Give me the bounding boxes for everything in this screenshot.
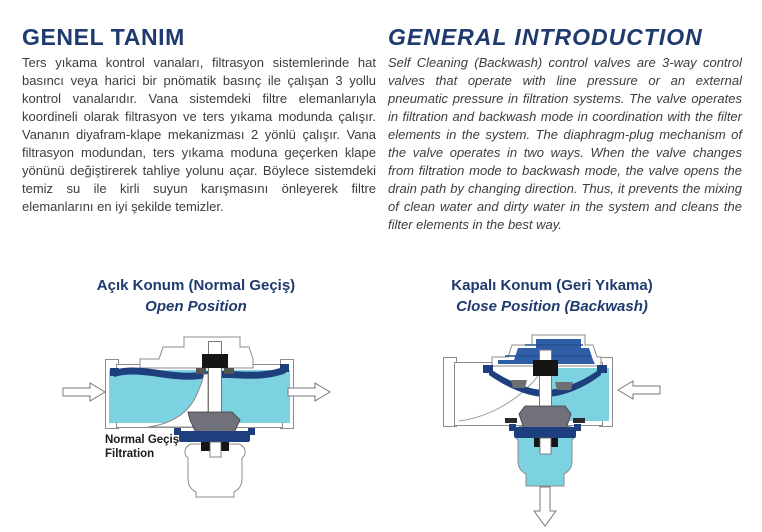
diaphragm-clamp-right [280,364,289,372]
stem-tip [210,442,221,457]
flow-in-arrow [618,381,660,399]
flow-label-line1: Normal Geçiş [105,434,180,446]
flow-label-line2: Filtration [105,448,155,460]
diaphragm-clamp-left [483,365,493,373]
seat-angle-left [505,418,517,423]
closed-position-title-english: Close Position (Backwash) [456,298,648,315]
open-valve-diagram [50,332,350,504]
plug-seat-ring [179,431,250,442]
closed-position-heading [402,277,702,316]
diaphragm-clamp-right [597,365,607,373]
clamp-plate-left [196,368,206,374]
diaphragm-clamp-left [110,368,119,376]
clamp-plate-right [224,368,234,374]
intro-paragraph-turkish: Ters yıkama kontrol vanaları, filtrasyon sistemlerinde hat basıncı veya harici bir pnömatik basınç ile çalışan 3 yollu kontrol vanalarıdır. Vana sistemdeki filtre elemanlarıyla koordineli olarak filtrasyon ve ters yıkama modunda çalışır. Vananın diyafram-klape mekanizması 2 yönlü çalışır. Vana filtrasyon modundan, ters yıkama moduna geçerken klape yönünü değiştirerek tahliye yolunu açar. Böylece sistemdeki temiz su ile kirli suyun karışmasını önleyerek filtre elemanlarını en iyi şekilde temizler. [22,55,376,214]
valve-bonnet [140,337,253,368]
section-title-english: GENERAL INTRODUCTION [388,24,703,51]
plug [519,406,571,429]
plug-seat-ring [514,427,576,438]
seat-bolt-right [574,424,581,431]
open-position-title-turkish: Açık Konum (Normal Geçiş) [96,277,296,294]
seat-bolt-left [509,424,516,431]
seat-angle-right [573,418,585,423]
seat-bolt-right [248,428,255,435]
open-position-heading [46,277,346,316]
diaphragm-plate-right [555,382,573,390]
closed-position-title-turkish: Kapalı Konum (Geri Yıkama) [451,277,653,294]
open-position-title-english: Open Position [145,298,247,315]
section-title-turkish: GENEL TANIM [22,24,185,51]
plug [188,412,240,433]
closed-valve-diagram [435,330,715,532]
stem-tip [540,438,551,454]
diaphragm-plate-left [511,380,527,388]
drain-down-arrow [534,487,556,526]
intro-paragraph-english: Self Cleaning (Backwash) control valves are 3-way control valves that operate with line pressure or an external pneumatic pressure in filtration systems. The valve operates in filtration and backwash mode in coordination with the filter elements in the system. The diaphragm-plug mechanism of the valve operates in two ways. When the valve changes from filtration mode to backwash mode, the valve opens the drain path by changing direction. Thus, it prevents the mixing of clean water and dirty water in the system and cleans the filter elements in the best way. [388,55,742,232]
flow-out-arrow [288,383,330,401]
stem-nut [202,354,228,368]
flow-in-arrow [63,383,105,401]
stem-nut [533,360,558,376]
